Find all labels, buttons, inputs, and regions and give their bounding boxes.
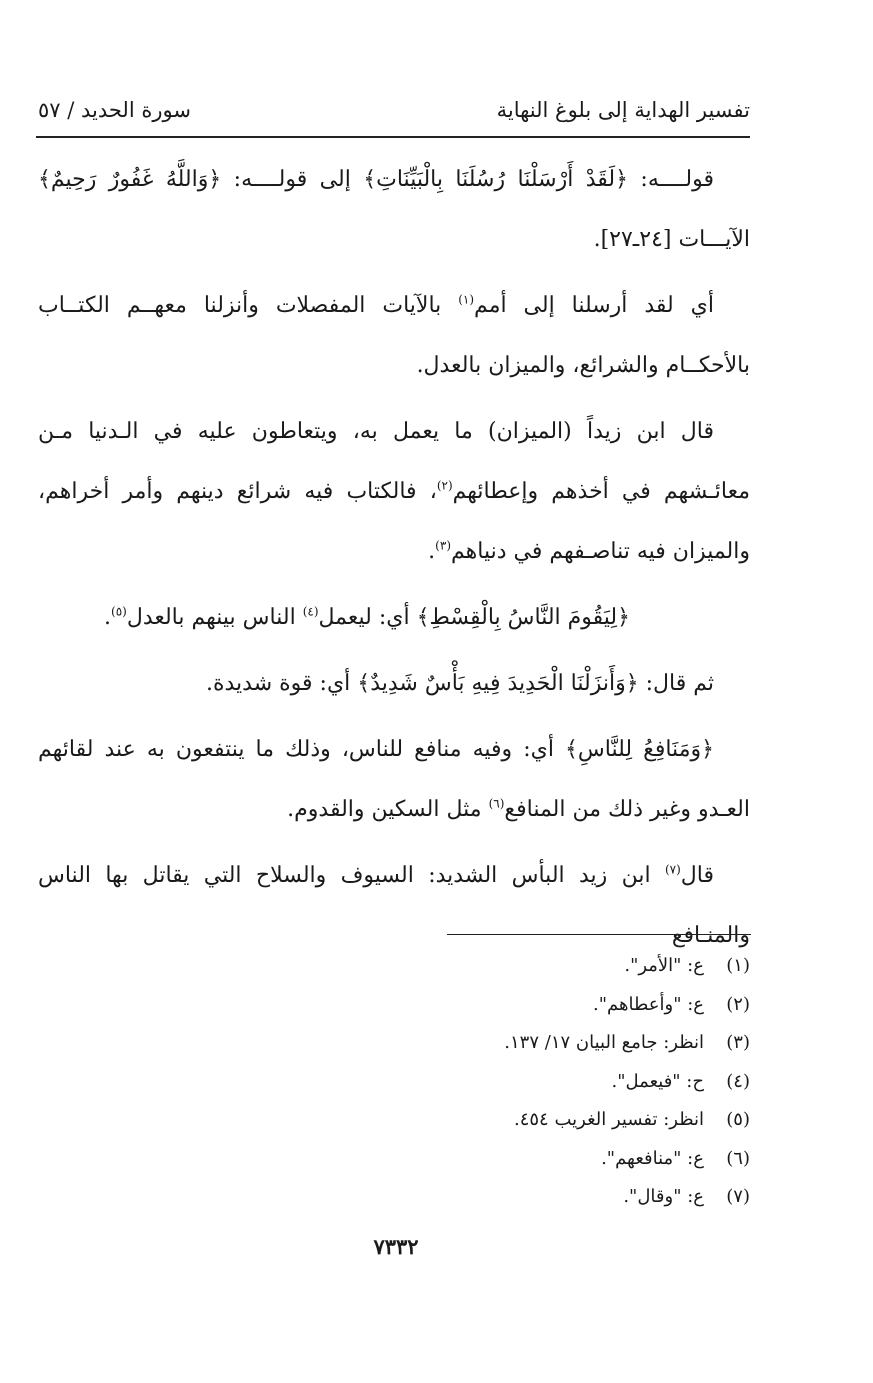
text-span: .	[428, 539, 436, 564]
footnote-text: ع: "الأمر".	[624, 955, 704, 976]
footnote	[300, 1186, 750, 1225]
footnote-ref: (٣)	[435, 538, 451, 553]
text-span: أي: قوة شديدة.	[205, 671, 358, 696]
paragraph-verse-range	[38, 150, 750, 270]
text-span: الناس بينهم بالعدل	[126, 605, 303, 630]
quran-quote: ﴿لِيَقُومَ النَّاسُ بِالْقِسْطِ﴾	[416, 605, 630, 630]
quran-quote: ﴿لَقَدْ أَرْسَلْنَا رُسُلَنَا بِالْبَيِّنَاتِ﴾	[363, 167, 628, 192]
footnote-text: ح: "فيعمل".	[611, 1070, 704, 1092]
text-span: أي: ليعمل	[318, 605, 417, 630]
running-header	[38, 92, 750, 128]
footnote	[300, 955, 750, 994]
text-span: أي لقد أرسلنا إلى أمم	[474, 293, 715, 318]
header-divider	[36, 136, 750, 138]
book-title: تفسير الهداية إلى بلوغ النهاية	[496, 98, 750, 122]
footnote-ref: (٥)	[111, 604, 127, 619]
paragraph-3	[38, 588, 750, 648]
text-span: أي: وفيه منافع للناس، وذلك ما ينتفعون به عند لقائهم العـدو وغير ذلك من المنافع	[38, 737, 750, 822]
footnotes	[300, 955, 750, 1225]
footnote-number: (٥)	[726, 1109, 750, 1130]
footnote-number: (٣)	[726, 1032, 750, 1053]
footnote-ref: (٢)	[436, 478, 453, 493]
text-span: قال	[680, 863, 714, 888]
footnote-text: ع: "وأعطاهم".	[593, 993, 704, 1015]
paragraph-5	[38, 720, 750, 840]
text-span: الآيـــات [٢٤ـ٢٧].	[593, 227, 750, 252]
quran-quote: ﴿وَاللَّهُ غَفُورٌ رَحِيمٌ﴾	[38, 167, 222, 192]
main-text	[38, 150, 750, 972]
footnote-text: ع: "وقال".	[623, 1186, 704, 1207]
text-span: قال ابن زيداً (الميزان) ما يعمل به، ويتعاطون عليه في الـدنيا مـن معائـشهم في أخذهم وإعطائهم	[38, 419, 750, 504]
footnote-text: انظر: جامع البيان ١٧/ ١٣٧.	[504, 1032, 704, 1053]
text-span: ثم قال:	[638, 671, 714, 696]
footnote-ref: (٦)	[488, 796, 505, 811]
footnote-text: ع: "منافعهم".	[601, 1147, 704, 1169]
text-span: قولــــه:	[628, 167, 714, 192]
footnote-ref: (٧)	[664, 862, 681, 877]
footnote-ref: (٤)	[302, 604, 319, 619]
paragraph-1	[38, 276, 750, 396]
footnote-ref: (١)	[458, 292, 475, 307]
footnote-number: (١)	[726, 955, 750, 976]
footnote-number: (٦)	[726, 1147, 750, 1169]
surah-title: سورة الحديد / ٥٧	[38, 98, 191, 122]
footnote-number: (٢)	[726, 993, 750, 1015]
paragraph-6	[38, 846, 750, 966]
footnote	[300, 1032, 750, 1071]
footnote-number: (٤)	[726, 1070, 750, 1092]
text-span: بالآيات المفصلات وأنزلنا معهــم الكتــاب بالأحكــام والشرائع، والميزان بالعدل.	[38, 293, 750, 378]
paragraph-4	[38, 654, 750, 714]
quran-quote: ﴿وَأَنزَلْنَا الْحَدِيدَ فِيهِ بَأْسٌ شَدِيدٌ﴾	[357, 671, 639, 696]
paragraph-2	[38, 402, 750, 582]
text-span: مثل السكين والقدوم.	[287, 797, 489, 822]
text-span: إلى قولــــه:	[221, 167, 364, 192]
text-span: ، فالكتاب فيه شرائع دينهم وأمر أخراهم، والميزان فيه تناصـفهم في دنياهم	[38, 479, 750, 564]
footnote	[300, 1109, 750, 1148]
quran-quote: ﴿وَمَنَافِعُ لِلنَّاسِ﴾	[565, 737, 714, 762]
footnote-text: انظر: تفسير الغريب ٤٥٤.	[513, 1109, 704, 1130]
footnote	[300, 1071, 750, 1110]
text-span: ابن زيد البأس الشديد: السيوف والسلاح التي يقاتل بها الناس والمنـافع	[38, 863, 750, 948]
footnote-number: (٧)	[726, 1186, 750, 1207]
page-number: ٧٣٣٢	[373, 1234, 419, 1259]
text-span: .	[104, 605, 111, 630]
footnote-divider	[447, 934, 751, 935]
footnote	[300, 994, 750, 1033]
footnote	[300, 1148, 750, 1187]
